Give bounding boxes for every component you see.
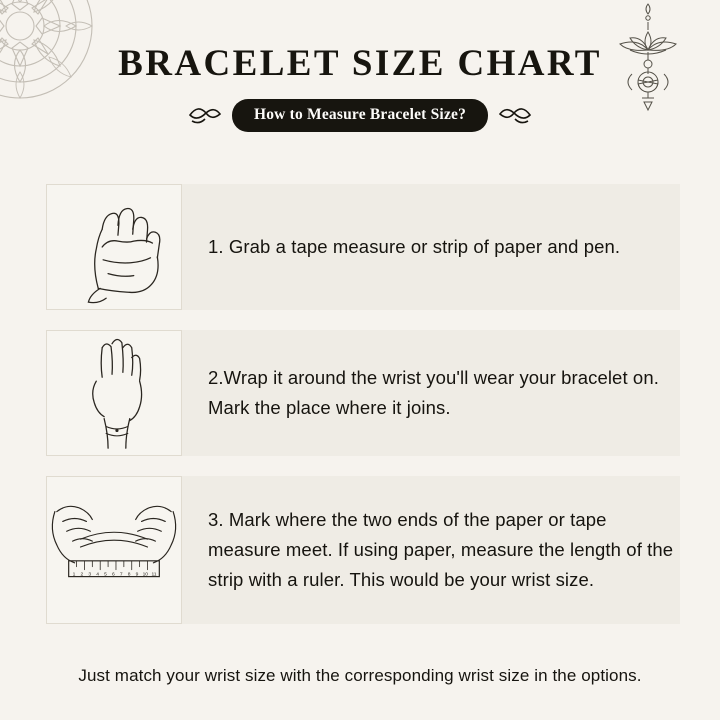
svg-text:11: 11 xyxy=(151,572,157,578)
steps-list xyxy=(0,184,720,644)
svg-text:6: 6 xyxy=(112,572,115,578)
list-item xyxy=(0,184,720,310)
step-text xyxy=(182,330,720,456)
svg-text:7: 7 xyxy=(119,572,123,578)
list-item xyxy=(0,476,720,624)
hands-measuring-paper-with-ruler-icon xyxy=(46,476,182,624)
fist-hand-with-tape-icon xyxy=(46,184,182,310)
step-text xyxy=(182,184,720,310)
leaf-flourish-right-icon xyxy=(498,102,532,128)
leaf-flourish-left-icon xyxy=(188,102,222,128)
step-text xyxy=(182,476,720,624)
svg-text:8: 8 xyxy=(127,572,131,578)
step-3-text: 3. Mark where the two ends of the paper or tape measure meet. If using paper, measure the length of the strip with a ruler. This would be your wrist size. xyxy=(208,509,674,590)
svg-text:4: 4 xyxy=(96,572,99,578)
header xyxy=(0,44,720,132)
step-1-text: 1. Grab a tape measure or strip of paper and pen. xyxy=(208,236,621,258)
hand-with-tape-around-wrist-icon xyxy=(46,330,182,456)
subtitle-pill: How to Measure Bracelet Size? xyxy=(232,99,488,132)
list-item xyxy=(0,330,720,456)
subtitle-row xyxy=(0,99,720,132)
svg-text:10: 10 xyxy=(142,572,149,578)
svg-text:3: 3 xyxy=(88,572,92,578)
svg-text:5: 5 xyxy=(104,572,107,578)
svg-text:9: 9 xyxy=(135,572,139,578)
step-2-text: 2.Wrap it around the wrist you'll wear your bracelet on. Mark the place where it joins. xyxy=(208,367,659,418)
svg-text:1: 1 xyxy=(72,572,76,578)
svg-text:2: 2 xyxy=(80,572,84,578)
footer-note: Just match your wrist size with the corresponding wrist size in the options. xyxy=(78,666,642,685)
page-title: BRACELET SIZE CHART xyxy=(118,43,602,84)
